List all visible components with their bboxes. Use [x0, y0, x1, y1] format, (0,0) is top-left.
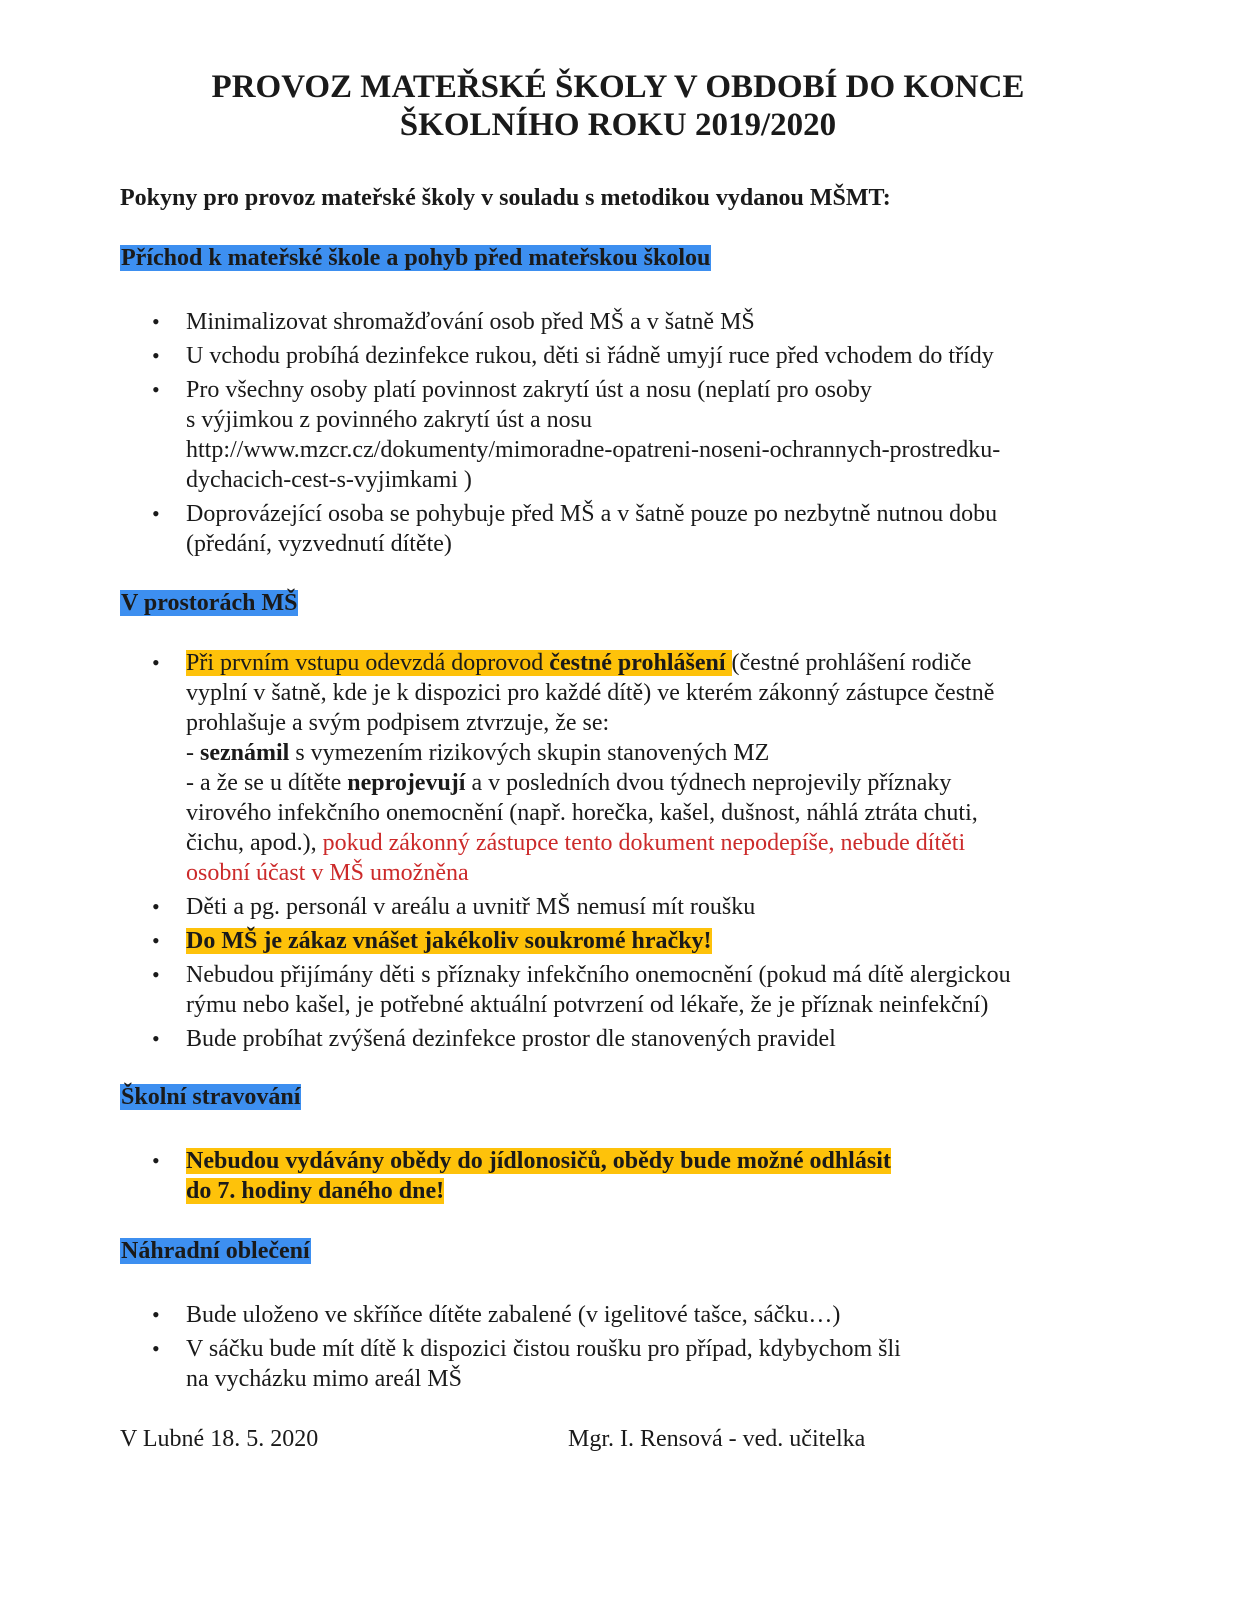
list-item-line: • Doprovázející osoba se pohybuje před MŠ a v šatně pouze po nezbytně nutnou dobu [186, 501, 998, 527]
list-item-line: (předání, vyzvednutí dítěte) [186, 531, 452, 557]
section-heading-spare-clothes: Náhradní oblečení [121, 1238, 310, 1264]
section-heading-premises: V prostorách MŠ [121, 590, 298, 616]
title-line-1: PROVOZ MATEŘSKÉ ŠKOLY V OBDOBÍ DO KONCE [211, 69, 1025, 105]
spare-clothes-list [152, 1300, 901, 1398]
list-item: • Bude probíhat zvýšená dezinfekce prostor dle stanovených pravidel [152, 1024, 1011, 1054]
section-heading-catering: Školní stravování [121, 1084, 301, 1110]
document-title [0, 68, 1236, 144]
document-subtitle: Pokyny pro provoz mateřské školy v souladu s metodikou vydanou MŠMT: [120, 185, 891, 211]
catering-list [152, 1146, 891, 1210]
list-item-line: dychacich-cest-s-vyjimkami ) [186, 467, 472, 493]
list-item [152, 1334, 901, 1394]
footer-signature: Mgr. I. Rensová - ved. učitelka [568, 1426, 866, 1452]
footer-place-date: V Lubné 18. 5. 2020 [120, 1426, 319, 1452]
list-item-line: • U vchodu probíhá dezinfekce rukou, děti si řádně umyjí ruce před vchodem do třídy [186, 343, 994, 369]
list-item: • Do MŠ je zákaz vnášet jakékoliv soukromé hračky! [152, 926, 1011, 956]
list-item-line: • Minimalizovat shromažďování osob před MŠ a v šatně MŠ [186, 309, 755, 335]
section-heading-arrival: Příchod k mateřské škole a pohyb před mateřskou školou [121, 245, 711, 271]
list-item-line: • V sáčku bude mít dítě k dispozici čistou roušku pro případ, kdybychom šli [186, 1336, 901, 1362]
list-item: • Nebudou přijímány děti s příznaky infekčního onemocnění (pokud má dítě alergickou rýmu nebo kašel, je potřebné aktuální potvrzení od lékaře, že je příznak neinfekční) [152, 960, 1011, 1020]
list-item-line: http://www.mzcr.cz/dokumenty/mimoradne-opatreni-noseni-ochrannych-prostredku- [186, 437, 1001, 463]
list-item: • Děti a pg. personál v areálu a uvnitř MŠ nemusí mít roušku [152, 892, 1011, 922]
list-item [152, 1300, 901, 1330]
title-line-2: ŠKOLNÍHO ROKU 2019/2020 [399, 107, 837, 143]
premises-list [152, 648, 1011, 1058]
arrival-list [152, 307, 1000, 563]
list-item [152, 375, 1000, 495]
list-item-line: na vycházku mimo areál MŠ [186, 1366, 462, 1392]
list-item: • Při prvním vstupu odevzdá doprovod čestné prohlášení (čestné prohlášení rodiče vyplní v šatně, kde je k dispozici pro každé dítě) ve kterém zákonný zástupce čestně prohlašuje a svým podpisem ztvrzuje, že se: - seznámil s vymezením rizikových skupin stanovených MZ - a že se u dítěte neprojevují a v posledních dvou týdnech neprojevily příznaky virového infekčního onemocnění (např. horečka, kašel, dušnost, náhlá ztráta chuti, čichu, apod.), pokud zákonný zástupce tento dokument nepodepíše, nebude dítěti osobní účast v MŠ umožněna [152, 648, 1011, 888]
list-item [152, 307, 1000, 337]
list-item [152, 341, 1000, 371]
list-item-line: s výjimkou z povinného zakrytí úst a nosu [186, 407, 592, 433]
list-item-line: • Pro všechny osoby platí povinnost zakrytí úst a nosu (neplatí pro osoby [186, 377, 872, 403]
list-item: • Nebudou vydávány obědy do jídlonosičů, obědy bude možné odhlásit do 7. hodiny daného dne! [152, 1146, 891, 1206]
list-item-line: • Bude uloženo ve skříňce dítěte zabalené (v igelitové tašce, sáčku…) [186, 1302, 841, 1328]
list-item [152, 499, 1000, 559]
